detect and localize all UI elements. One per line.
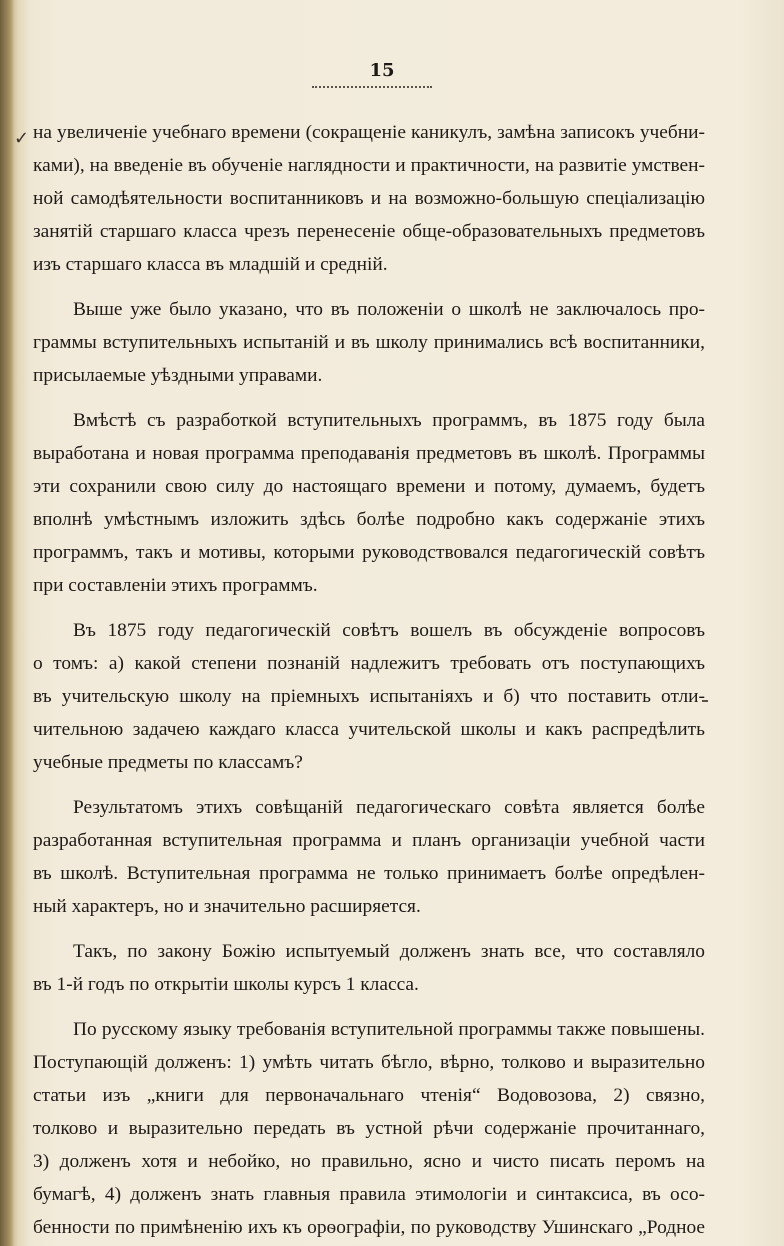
book-spine-shadow <box>0 0 14 1246</box>
text-line: разработанная вступительная программа и планъ организаціи учебной части <box>33 830 705 851</box>
text-line: граммы вступительныхъ испытаній и въ школу принимались всѣ воспитанники, <box>33 332 705 353</box>
page-number: 15 <box>369 60 395 81</box>
text-line: бенности по примѣненію ихъ къ орѳографіи, по руководству Ушинскаго „Родное <box>33 1217 705 1238</box>
text-line: По русскому языку требованія вступительной программы также повышены. <box>73 1019 705 1040</box>
text-line: въ учительскую школу на пріемныхъ испытаніяхъ и б) что поставить отли- <box>33 686 705 707</box>
text-line: на увеличеніе учебнаго времени (сокращеніе каникулъ, замѣна записокъ учебни- <box>33 122 705 143</box>
text-line: учебные предметы по классамъ? <box>33 752 303 773</box>
paragraph-gap <box>33 281 705 293</box>
text-line: 3) долженъ хотя и небойко, но правильно, ясно и чисто писать перомъ на <box>33 1151 705 1172</box>
text-line: ный характеръ, но и значительно расширяется. <box>33 896 421 917</box>
header-divider <box>312 86 432 88</box>
paragraph <box>33 791 705 923</box>
text-line: выработана и новая программа преподаванія предметовъ въ школѣ. Программы <box>33 443 705 464</box>
text-line: Выше уже было указано, что въ положеніи о школѣ не заключалось про- <box>73 299 705 320</box>
text-line: чительною задачею каждаго класса учительской школы и какъ распредѣлить <box>33 719 705 740</box>
text-line: въ школѣ. Вступительная программа не только принимаетъ болѣе опредѣлен- <box>33 863 705 884</box>
text-line: занятій старшаго класса чрезъ перенесеніе обще-образовательныхъ предметовъ <box>33 221 705 242</box>
text-line: о томъ: а) какой степени познаній надлежитъ требовать отъ поступающихъ <box>33 653 705 674</box>
paragraph-gap <box>33 392 705 404</box>
text-line: присылаемые уѣздными управами. <box>33 365 323 386</box>
margin-check-mark: ✓ <box>14 128 30 149</box>
paragraph <box>33 293 705 392</box>
paragraph-gap <box>33 779 705 791</box>
text-line: изъ старшаго класса въ младшій и средній. <box>33 254 388 275</box>
paragraph <box>33 935 705 1001</box>
paragraph <box>33 404 705 602</box>
text-line: статьи изъ „книги для первоначальнаго чтенія“ Водовозова, 2) связно, <box>33 1085 705 1106</box>
paragraph-gap <box>33 923 705 935</box>
text-line: въ 1-й годъ по открытіи школы курсъ 1 класса. <box>33 974 419 995</box>
text-line: бумагѣ, 4) долженъ знать главныя правила этимологіи и синтаксиса, въ осо- <box>33 1184 705 1205</box>
body-text <box>33 116 705 1244</box>
text-line: Поступающій долженъ: 1) умѣть читать бѣгло, вѣрно, толково и выразительно <box>33 1052 705 1073</box>
paragraph-gap <box>33 1001 705 1013</box>
text-line: вполнѣ умѣстнымъ изложить здѣсь болѣе подробно какъ содержаніе этихъ <box>33 509 705 530</box>
text-line: при составленіи этихъ программъ. <box>33 575 318 596</box>
paragraph <box>33 1013 705 1244</box>
text-line: толково и выразительно передать въ устной рѣчи содержаніе прочитаннаго, <box>33 1118 705 1139</box>
text-line: ной самодѣятельности воспитанниковъ и на возможно-большую спеціализацію <box>33 188 705 209</box>
paragraph <box>33 614 705 779</box>
text-line: эти сохранили свою силу до настоящаго времени и потому, думаемъ, будетъ <box>33 476 705 497</box>
text-line: программъ, такъ и мотивы, которыми руководствовался педагогическій совѣтъ <box>33 542 705 563</box>
text-line: Вмѣстѣ съ разработкой вступительныхъ программъ, въ 1875 году была <box>73 410 705 431</box>
paragraph-gap <box>33 602 705 614</box>
text-line: Результатомъ этихъ совѣщаній педагогическаго совѣта является болѣе <box>73 797 705 818</box>
text-line: Такъ, по закону Божію испытуемый долженъ знать все, что составляло <box>73 941 705 962</box>
paragraph <box>33 116 705 281</box>
text-line: ками), на введеніе въ обученіе наглядности и практичности, на развитіе умствен- <box>33 155 705 176</box>
text-line: Въ 1875 году педагогическій совѣтъ вошелъ въ обсужденіе вопросовъ <box>73 620 705 641</box>
